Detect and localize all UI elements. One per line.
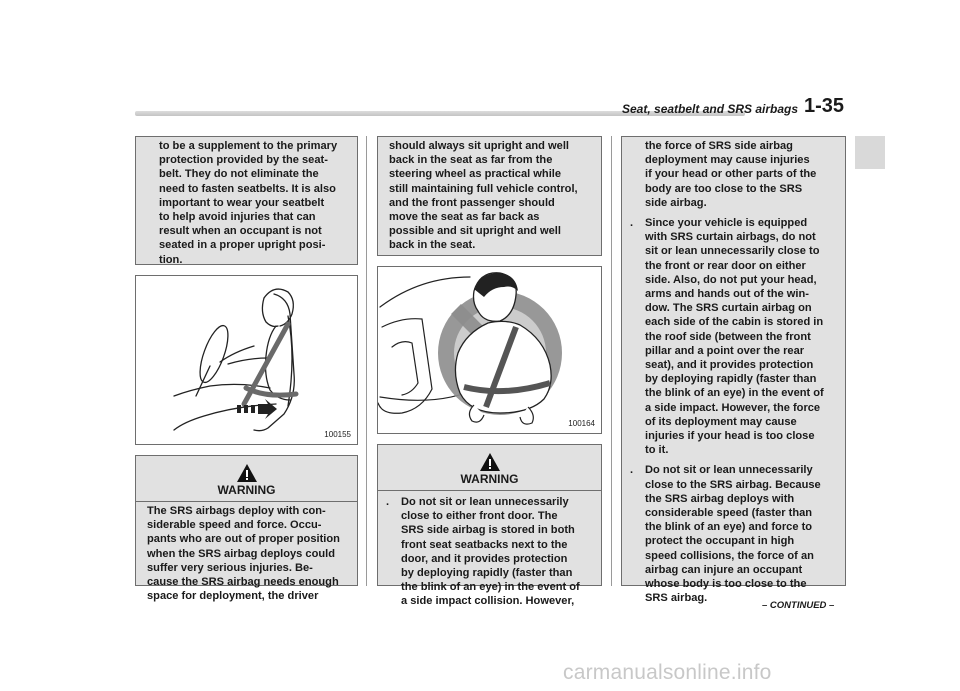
text-line: of its deployment may cause — [645, 415, 797, 428]
text-line: side. Also, do not put your head, — [645, 273, 817, 286]
text-line: belt. They do not eliminate the — [159, 168, 319, 181]
text-line: the front or rear door on either — [645, 259, 806, 272]
text-line: seat), and it provides protection — [645, 359, 814, 372]
text-line: each side of the cabin is stored in — [645, 316, 824, 329]
text-line: pants who are out of proper position — [147, 533, 340, 546]
text-line: a side impact collision. However, — [401, 595, 575, 608]
text-line: to it. — [645, 444, 669, 457]
text-line: steering wheel as practical while — [389, 168, 562, 181]
text-line: and the front passenger should — [389, 196, 555, 209]
bullet-text — [645, 463, 834, 605]
text-line: close to either front door. The — [401, 510, 558, 523]
text-line: body are too close to the SRS — [645, 182, 803, 195]
watermark: carmanualsonline.info — [563, 661, 772, 684]
bullet-marker: . — [386, 496, 390, 508]
text-line: suffer very serious injuries. Be- — [147, 561, 313, 574]
text-line: when the SRS airbag deploys could — [147, 547, 336, 560]
text-line: Do not sit or lean unnecessarily — [401, 496, 569, 508]
warning-bullet-list — [622, 216, 845, 605]
text-line: Since your vehicle is equipped — [645, 217, 808, 230]
text-line: arms and hands out of the win- — [645, 288, 809, 301]
text-line: door, and it provides protection — [401, 552, 568, 565]
text-line: the SRS airbag deploys with — [645, 492, 795, 505]
text-line: cause the SRS airbag needs enough — [147, 576, 339, 589]
text-line: important to wear your seatbelt — [159, 196, 325, 209]
driver-illustration — [136, 276, 357, 444]
warning-box-continuation-2 — [377, 136, 602, 256]
text-line: protect the occupant in high — [645, 535, 795, 548]
text-line: injuries if your head is too close — [645, 430, 815, 443]
text-line: SRS airbag. — [645, 592, 708, 605]
text-line: speed collisions, the force of an — [645, 549, 814, 562]
warning-triangle-icon — [479, 452, 501, 472]
text-line: considerable speed (faster than — [645, 507, 813, 520]
section-title: Seat, seatbelt and SRS airbags — [622, 102, 799, 116]
column-divider-left — [366, 136, 367, 586]
text-line: siderable speed and force. Occu- — [147, 519, 322, 532]
figure-code: 100155 — [324, 430, 351, 439]
warning-header — [378, 445, 601, 491]
text-line: result when an occupant is not — [159, 225, 322, 238]
bullet-marker: . — [630, 464, 634, 477]
text-line: Do not sit or lean unnecessarily — [645, 464, 813, 477]
text-line: The SRS airbags deploy with con- — [147, 505, 326, 517]
continued-label: – CONTINUED – — [762, 600, 835, 611]
text-line: space for deployment, the driver — [147, 590, 319, 603]
text-line: by deploying rapidly (faster than — [401, 567, 573, 580]
warning-continuation-text-3 — [622, 139, 845, 210]
text-line: front seat seatbacks next to the — [401, 538, 568, 551]
text-line: the blink of an eye) and force to — [645, 521, 813, 534]
warning-triangle-icon — [236, 463, 258, 483]
figure-passenger-prohibited — [377, 266, 602, 434]
warning-box-curtain-airbag — [621, 136, 846, 605]
warning-bullet-list — [378, 491, 601, 609]
text-line: by deploying rapidly (faster than — [645, 373, 817, 386]
warning-box-continuation — [135, 136, 358, 265]
page-number: 1-35 — [804, 95, 845, 117]
text-line: SRS side airbag is stored in both — [401, 524, 575, 537]
list-item — [378, 495, 601, 609]
column-divider-right — [611, 136, 612, 586]
text-line: pillar and a point over the rear — [645, 344, 805, 357]
warning-box-side-airbag — [377, 444, 602, 608]
text-line: close to the SRS airbag. Because — [645, 478, 821, 491]
chapter-thumb-tab — [855, 136, 885, 169]
text-line: to help avoid injuries that can — [159, 211, 316, 224]
figure-code: 100164 — [568, 419, 595, 428]
text-line: dow. The SRS curtain airbag on — [645, 302, 812, 315]
warning-continuation-text — [136, 139, 357, 267]
text-line: seated in a proper upright posi- — [159, 239, 326, 252]
text-line: with SRS curtain airbags, do not — [645, 231, 816, 244]
warning-label: WARNING — [460, 472, 519, 486]
text-line: the roof side (between the front — [645, 330, 811, 343]
warning-box-airbag-force — [135, 455, 358, 603]
text-line: tion. — [159, 253, 183, 266]
list-item — [622, 216, 845, 457]
text-line: a side impact. However, the force — [645, 401, 821, 414]
text-line: airbag can injure an occupant — [645, 563, 803, 576]
passenger-illustration — [378, 267, 601, 433]
text-line: should always sit upright and well — [389, 140, 569, 152]
warning-label: WARNING — [217, 483, 276, 497]
warning-text — [136, 502, 357, 603]
text-line: to be a supplement to the primary — [159, 140, 338, 152]
text-line: possible and sit upright and well — [389, 225, 561, 238]
text-line: sit or lean unnecessarily close to — [645, 245, 820, 258]
warning-continuation-text-2 — [378, 139, 601, 253]
bullet-marker: . — [630, 217, 634, 230]
bullet-text — [645, 216, 834, 457]
text-line: side airbag. — [645, 196, 707, 209]
text-line: deployment may cause injuries — [645, 154, 810, 167]
text-line: the blink of an eye) in the event of — [401, 581, 580, 594]
text-line: still maintaining full vehicle control, — [389, 182, 578, 195]
warning-header — [136, 456, 357, 502]
text-line: if your head or other parts of the — [645, 168, 817, 181]
text-line: the blink of an eye) in the event of — [645, 387, 824, 400]
text-line: whose body is too close to the — [645, 578, 807, 591]
figure-driver-seated — [135, 275, 358, 445]
list-item — [622, 463, 845, 605]
text-line: move the seat as far back as — [389, 211, 540, 224]
bullet-text — [401, 495, 590, 609]
text-line: back in the seat. — [389, 239, 476, 252]
text-line: the force of SRS side airbag — [645, 140, 793, 152]
text-line: protection provided by the seat- — [159, 154, 328, 167]
text-line: need to fasten seatbelts. It is also — [159, 182, 336, 195]
text-line: back in the seat as far from the — [389, 154, 553, 167]
